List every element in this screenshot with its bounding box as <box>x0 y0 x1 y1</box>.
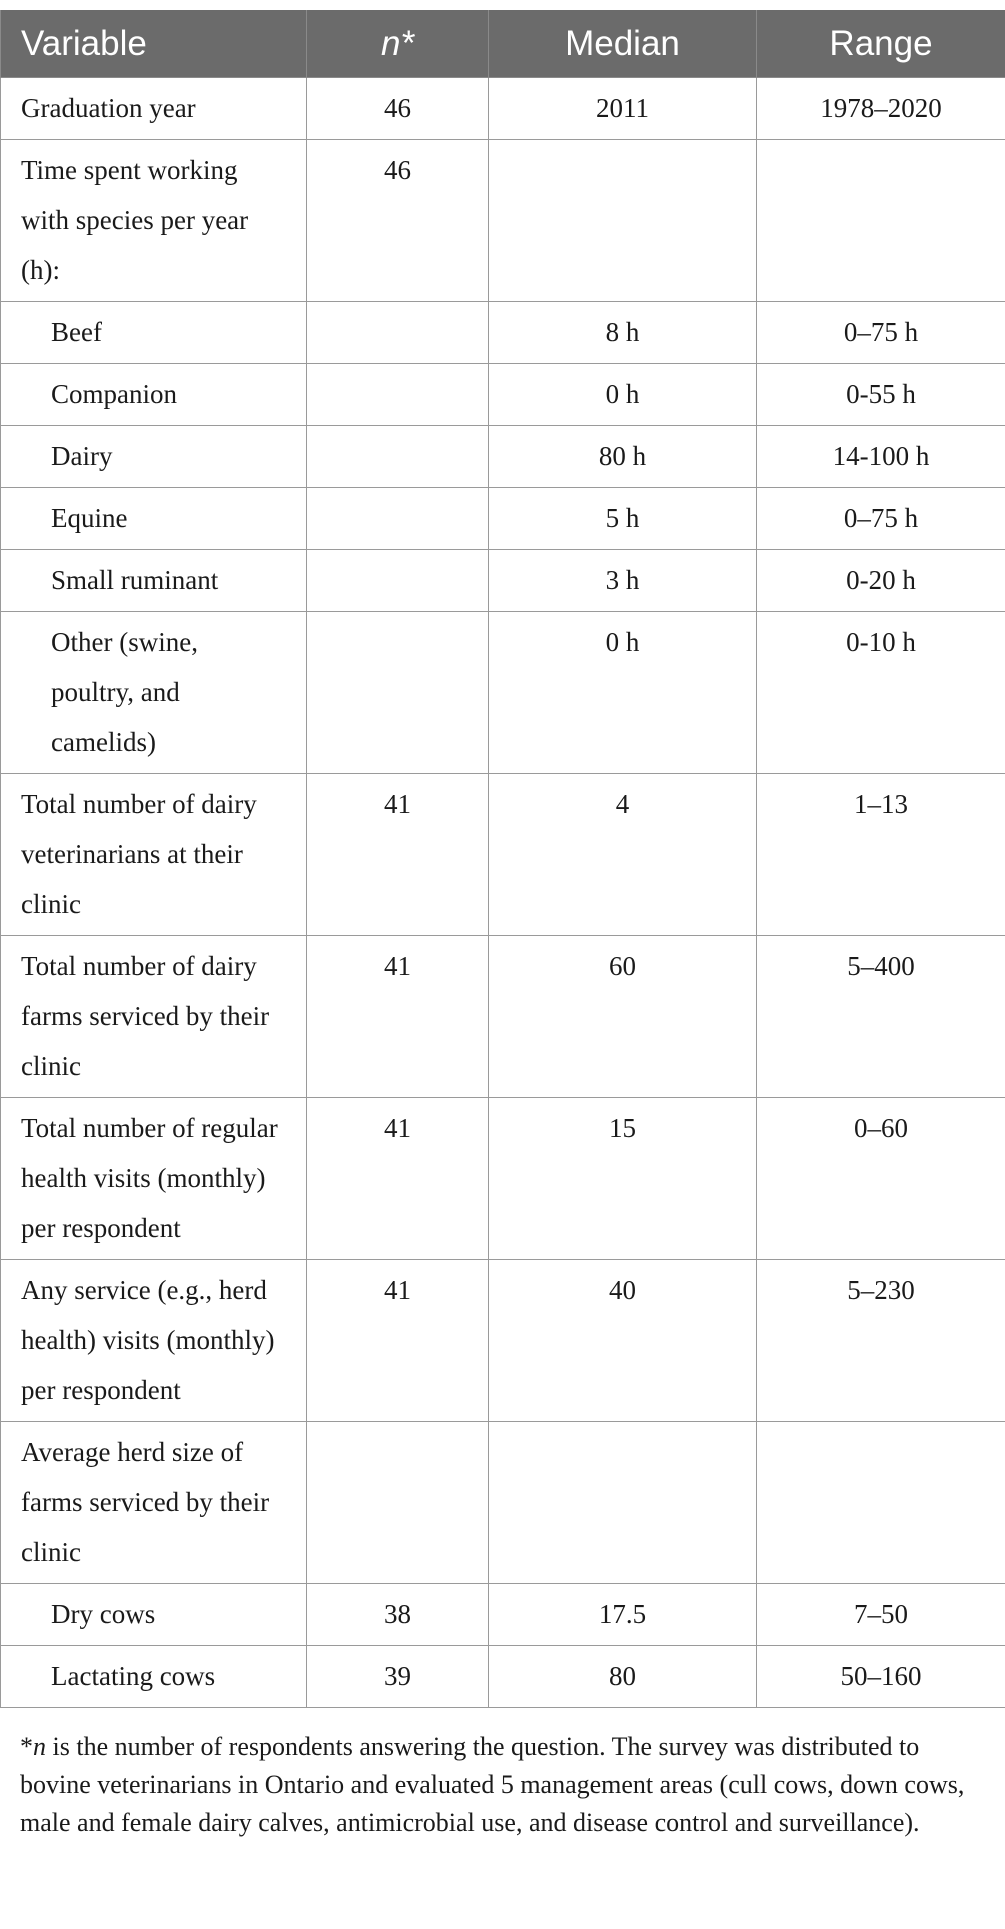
table-row <box>1 140 1005 302</box>
cell-variable: Average herd size of farms serviced by their clinic <box>1 1422 307 1584</box>
cell-variable: Small ruminant <box>1 550 307 612</box>
cell-range: 50–160 <box>757 1646 1005 1708</box>
table-header <box>1 10 1005 78</box>
header-range: Range <box>757 10 1005 78</box>
cell-n <box>307 302 489 364</box>
table-row <box>1 1098 1005 1260</box>
cell-n <box>307 550 489 612</box>
table-row <box>1 1260 1005 1422</box>
cell-range: 0–75 h <box>757 488 1005 550</box>
cell-variable: Time spent working with species per year (h): <box>1 140 307 302</box>
header-median: Median <box>489 10 757 78</box>
cell-median: 17.5 <box>489 1584 757 1646</box>
cell-n: 41 <box>307 774 489 936</box>
cell-n: 46 <box>307 78 489 140</box>
cell-median: 2011 <box>489 78 757 140</box>
cell-range: 0-20 h <box>757 550 1005 612</box>
cell-variable: Total number of regular health visits (monthly) per respondent <box>1 1098 307 1260</box>
cell-n <box>307 364 489 426</box>
cell-range: 1–13 <box>757 774 1005 936</box>
cell-range: 5–230 <box>757 1260 1005 1422</box>
table-row <box>1 426 1005 488</box>
cell-n: 46 <box>307 140 489 302</box>
cell-range <box>757 140 1005 302</box>
header-n-label: n* <box>380 23 415 63</box>
cell-n <box>307 488 489 550</box>
cell-variable: Any service (e.g., herd health) visits (monthly) per respondent <box>1 1260 307 1422</box>
cell-median <box>489 1422 757 1584</box>
table-row <box>1 612 1005 774</box>
footnote-n: n <box>33 1732 46 1761</box>
cell-variable: Total number of dairy farms serviced by their clinic <box>1 936 307 1098</box>
table-body <box>1 78 1005 1708</box>
cell-n: 38 <box>307 1584 489 1646</box>
cell-variable: Equine <box>1 488 307 550</box>
cell-range: 14-100 h <box>757 426 1005 488</box>
cell-variable: Graduation year <box>1 78 307 140</box>
footnote-text: is the number of respondents answering the question. The survey was distributed to bovine veterinarians in Ontario and evaluated 5 management areas (cull cows, down cows, male and female dairy calves, antimicrobial use, and disease control and surveillance). <box>20 1732 965 1837</box>
cell-n: 41 <box>307 1098 489 1260</box>
cell-median: 80 <box>489 1646 757 1708</box>
cell-median: 15 <box>489 1098 757 1260</box>
cell-median: 80 h <box>489 426 757 488</box>
table-row <box>1 302 1005 364</box>
cell-median: 3 h <box>489 550 757 612</box>
footnote-asterisk: * <box>20 1732 33 1761</box>
cell-median: 8 h <box>489 302 757 364</box>
cell-median: 40 <box>489 1260 757 1422</box>
cell-variable: Lactating cows <box>1 1646 307 1708</box>
table-row <box>1 936 1005 1098</box>
cell-median <box>489 140 757 302</box>
table-row <box>1 1646 1005 1708</box>
data-table <box>0 10 1005 1708</box>
cell-variable: Beef <box>1 302 307 364</box>
cell-range <box>757 1422 1005 1584</box>
cell-variable: Other (swine, poultry, and camelids) <box>1 612 307 774</box>
header-row <box>1 10 1005 78</box>
header-n <box>307 10 489 78</box>
cell-range: 1978–2020 <box>757 78 1005 140</box>
cell-median: 5 h <box>489 488 757 550</box>
cell-n <box>307 1422 489 1584</box>
cell-range: 0–60 <box>757 1098 1005 1260</box>
cell-range: 0–75 h <box>757 302 1005 364</box>
cell-n: 39 <box>307 1646 489 1708</box>
table-row <box>1 78 1005 140</box>
table-row <box>1 1584 1005 1646</box>
cell-variable: Dry cows <box>1 1584 307 1646</box>
cell-n: 41 <box>307 1260 489 1422</box>
table-row <box>1 1422 1005 1584</box>
table-footnote <box>0 1708 1005 1842</box>
cell-range: 5–400 <box>757 936 1005 1098</box>
cell-median: 4 <box>489 774 757 936</box>
cell-range: 0-55 h <box>757 364 1005 426</box>
table-row <box>1 488 1005 550</box>
cell-n: 41 <box>307 936 489 1098</box>
header-variable: Variable <box>1 10 307 78</box>
table-row <box>1 550 1005 612</box>
cell-variable: Companion <box>1 364 307 426</box>
cell-range: 0-10 h <box>757 612 1005 774</box>
cell-median: 0 h <box>489 612 757 774</box>
cell-range: 7–50 <box>757 1584 1005 1646</box>
cell-variable: Total number of dairy veterinarians at their clinic <box>1 774 307 936</box>
table-row <box>1 364 1005 426</box>
cell-n <box>307 426 489 488</box>
cell-n <box>307 612 489 774</box>
cell-median: 0 h <box>489 364 757 426</box>
cell-median: 60 <box>489 936 757 1098</box>
cell-variable: Dairy <box>1 426 307 488</box>
table-row <box>1 774 1005 936</box>
